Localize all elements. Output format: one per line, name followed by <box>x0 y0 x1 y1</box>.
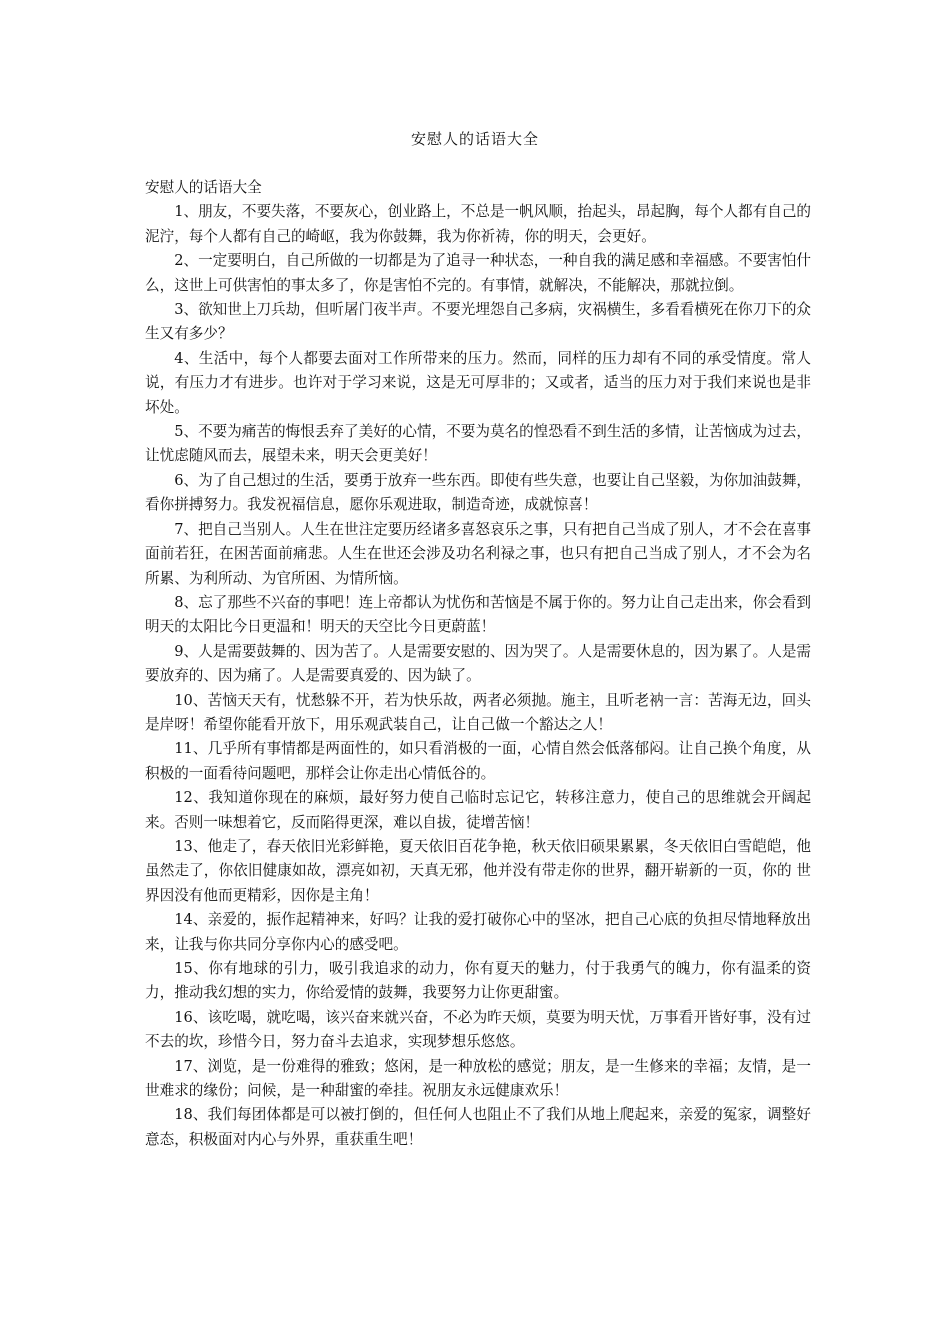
paragraph-13: 13、他走了，春天依旧光彩鲜艳，夏天依旧百花争艳，秋天依旧硕果累累，冬天依旧白雪皑皑，他虽然走了，你依旧健康如故，漂亮如初，天真无邪，他并没有带走你的世界，翻开崭新的一页，你的 世界因没有他而更精彩，因你是主角！ <box>145 837 811 904</box>
document-body <box>145 176 811 1152</box>
paragraph-8: 8、忘了那些不兴奋的事吧！连上帝都认为忧伤和苦恼是不属于你的。努力让自己走出来，你会看到明天的太阳比今日更温和！明天的天空比今日更蔚蓝！ <box>145 593 812 636</box>
paragraph-10: 10、苦恼天天有，忧愁躲不开，若为快乐故，两者必须抛。施主，且听老衲一言：苦海无边，回头是岸呀！希望你能看开放下，用乐观武装自己，让自己做一个豁达之人！ <box>145 691 811 733</box>
paragraph-2: 2、一定要明白，自己所做的一切都是为了追寻一种状态，一种自我的满足感和幸福感。不要害怕什么，这世上可供害怕的事太多了，你是害怕不完的。有事情，就解决，不能解决，那就拉倒。 <box>145 252 812 294</box>
paragraph-3: 3、欲知世上刀兵劫，但听屠门夜半声。不要光埋怨自己多病，灾祸横生，多看看横死在你刀下的众生又有多少？ <box>145 301 812 343</box>
paragraph-14: 14、亲爱的，振作起精神来，好吗？让我的爱打破你心中的坚冰，把自己心底的负担尽情地释放出来，让我与你共同分享你内心的感受吧。 <box>145 911 811 953</box>
document-title: 安慰人的话语大全 <box>410 130 539 148</box>
paragraph-7: 7、把自己当别人。人生在世注定要历经诸多喜怒哀乐之事，只有把自己当成了别人，才不会在喜事面前若狂，在困苦面前痛悲。人生在世还会涉及功名利禄之事，也只有把自己当成了别人，才不会为名所累、为利所动、为官所困、为情所恼。 <box>145 520 812 587</box>
document-subtitle: 安慰人的话语大全 <box>145 179 262 196</box>
paragraph-6: 6、为了自己想过的生活，要勇于放弃一些东西。即使有些失意，也要让自己坚毅，为你加油鼓舞，看你拼搏努力。我发祝福信息，愿你乐观进取，制造奇迹，成就惊喜！ <box>145 471 812 514</box>
paragraph-1: 1、朋友，不要失落，不要灰心，创业路上，不总是一帆风顺，抬起头，昂起胸，每个人都有自己的泥泞，每个人都有自己的崎岖，我为你鼓舞，我为你祈祷，你的明天，会更好。 <box>145 203 812 245</box>
paragraph-15: 15、你有地球的引力，吸引我追求的动力，你有夏天的魅力，付于我勇气的魄力，你有温柔的资力，推动我幻想的实力，你给爱情的鼓舞，我要努力让你更甜蜜。 <box>145 960 811 1002</box>
paragraph-11: 11、几乎所有事情都是两面性的，如只看消极的一面，心情自然会低落郁闷。让自己换个角度，从积极的一面看待问题吧，那样会让你走出心情低谷的。 <box>145 740 811 782</box>
paragraph-9: 9、人是需要鼓舞的、因为苦了。人是需要安慰的、因为哭了。人是需要休息的，因为累了。人是需要放弃的、因为痛了。人是需要真爱的、因为缺了。 <box>145 642 812 685</box>
paragraph-12: 12、我知道你现在的麻烦，最好努力使自己临时忘记它，转移注意力，使自己的思维就会开阔起来。否则一味想着它，反而陷得更深，难以自拔，徒增苦恼！ <box>145 789 811 831</box>
paragraph-16: 16、该吃喝，就吃喝，该兴奋来就兴奋，不必为昨天烦，莫要为明天忧，万事看开皆好事，没有过不去的坎，珍惜今日，努力奋斗去追求，实现梦想乐悠悠。 <box>145 1008 811 1051</box>
paragraph-5: 5、不要为痛苦的悔恨丢弃了美好的心情，不要为莫名的惶恐看不到生活的多情，让苦恼成为过去，让忧虑随风而去，展望未来，明天会更美好！ <box>145 423 812 465</box>
paragraph-18: 18、我们每团体都是可以被打倒的，但任何人也阻止不了我们从地上爬起来，亲爱的冤家，调整好意态，积极面对内心与外界，重获重生吧！ <box>145 1106 811 1148</box>
paragraph-17: 17、浏览，是一份难得的雅致；悠闲，是一种放松的感觉；朋友，是一生修来的幸福；友情，是一世难求的缘份；问候，是一种甜蜜的牵挂。祝朋友永远健康欢乐！ <box>145 1057 811 1100</box>
paragraph-4: 4、生活中，每个人都要去面对工作所带来的压力。然而，同样的压力却有不同的承受情度。常人说，有压力才有进步。也许对于学习来说，这是无可厚非的；又或者，适当的压力对于我们来说也是非坏处。 <box>145 349 811 416</box>
